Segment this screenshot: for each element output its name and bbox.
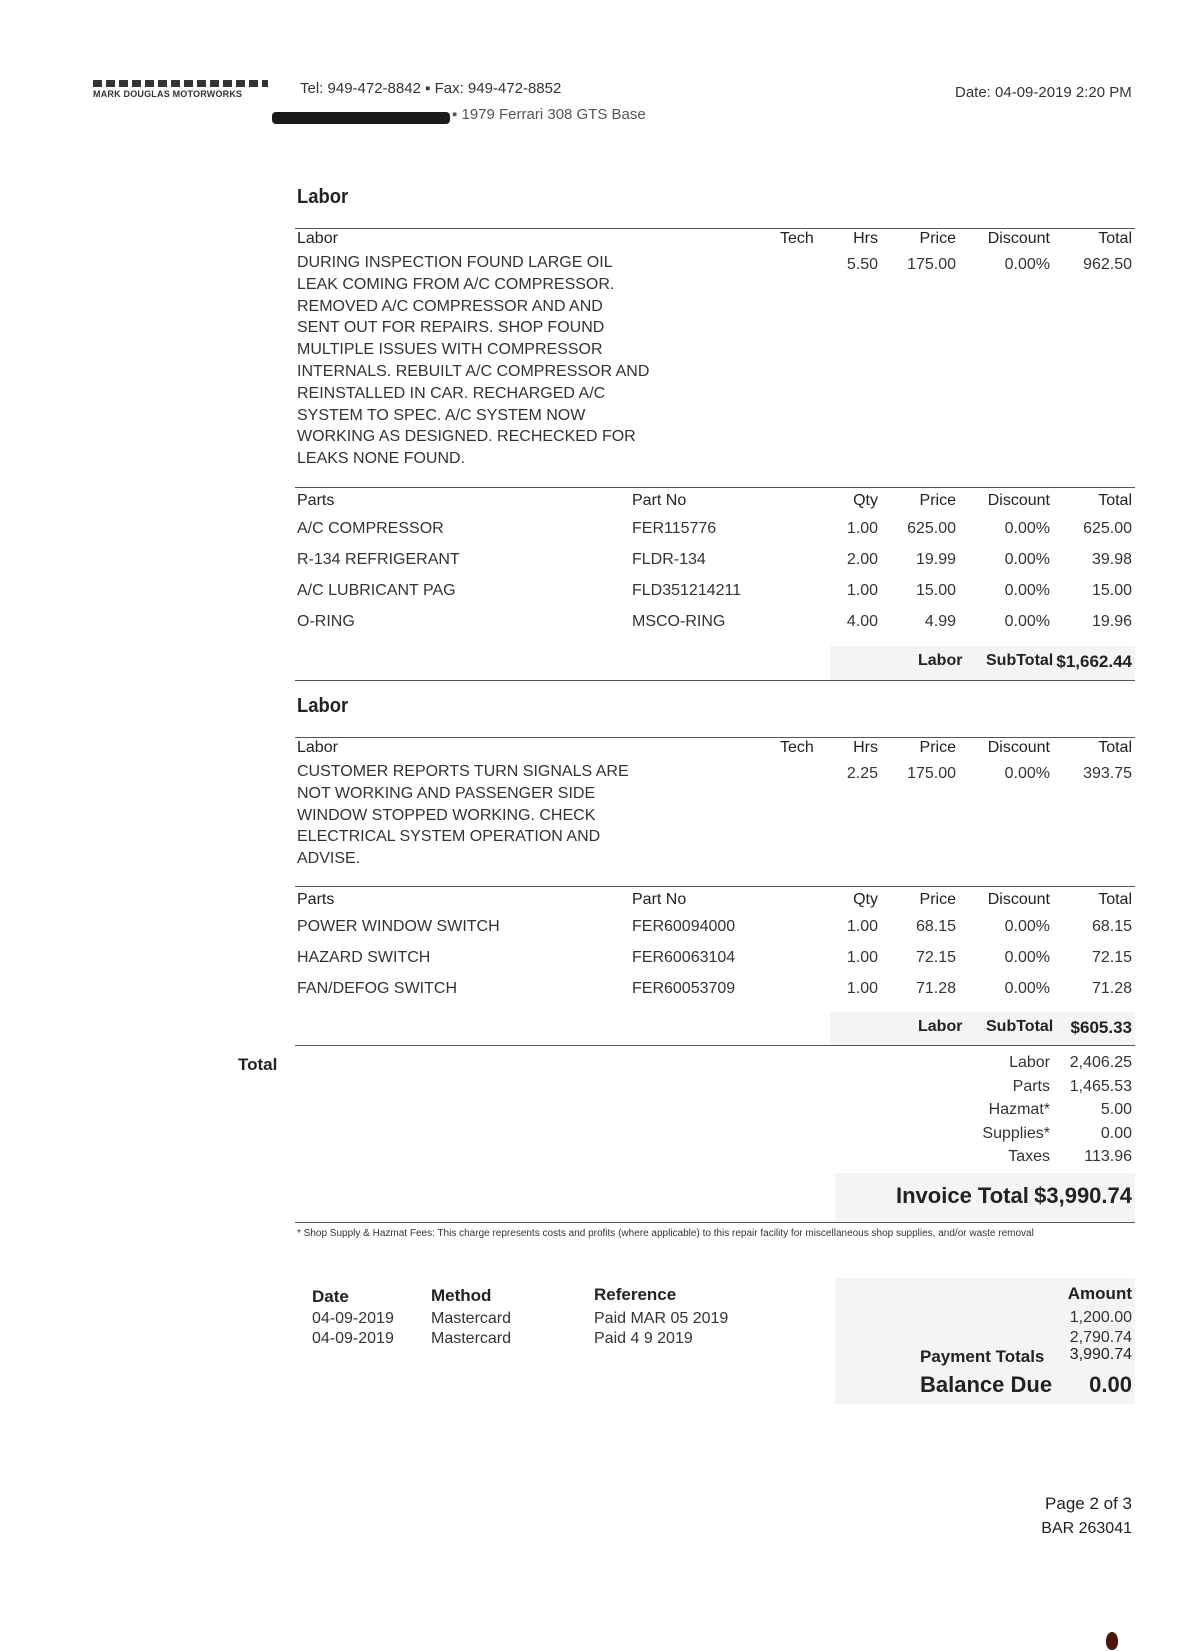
part-discount: 0.00% — [1004, 980, 1050, 997]
job1-subtotal-labor-label: Labor — [918, 652, 963, 669]
description-line: LEAK COMING FROM A/C COMPRESSOR. — [297, 275, 615, 293]
balance-due-value: 0.00 — [1089, 1372, 1132, 1397]
job2-parts-label: Parts — [297, 891, 335, 908]
part-name: A/C LUBRICANT PAG — [297, 582, 456, 599]
description-line: LEAKS NONE FOUND. — [297, 450, 466, 468]
job1-part-price-header: Price — [919, 492, 956, 509]
job2-hrs: 2.25 — [846, 765, 878, 782]
job2-rate: 175.00 — [907, 765, 956, 782]
description-line: WINDOW STOPPED WORKING. CHECK — [297, 806, 596, 824]
part-number: FER60063104 — [632, 949, 736, 966]
payment-reference-header: Reference — [594, 1285, 677, 1304]
description-line: ELECTRICAL SYSTEM OPERATION AND — [297, 828, 601, 846]
payment-totals-value: 3,990.74 — [1069, 1346, 1132, 1363]
logo-mark — [93, 80, 268, 87]
part-price: 4.99 — [924, 613, 956, 630]
part-number: FER115776 — [632, 520, 717, 537]
job2-price-header: Price — [919, 739, 956, 756]
part-qty: 2.00 — [846, 551, 878, 568]
job1-hrs-header: Hrs — [853, 230, 878, 247]
totals-heading: Total — [238, 1055, 278, 1074]
job1-tech-header: Tech — [780, 230, 814, 247]
job2-labor-label: Labor — [297, 739, 338, 756]
part-total: 71.28 — [1091, 980, 1132, 997]
part-price: 15.00 — [915, 582, 956, 599]
description-line: SENT OUT FOR REPAIRS. SHOP FOUND — [297, 319, 605, 337]
company-name: MARK DOUGLAS MOTORWORKS — [93, 89, 243, 99]
company-logo — [93, 80, 273, 99]
totals-row-value: 113.96 — [1084, 1148, 1132, 1165]
ink-spot — [1106, 1632, 1118, 1650]
job1-labor-discount: 0.00% — [1004, 256, 1050, 273]
part-price: 72.15 — [915, 949, 956, 966]
description-line: MULTIPLE ISSUES WITH COMPRESSOR — [297, 341, 603, 359]
payment-date: 04-09-2019 — [312, 1330, 394, 1347]
part-qty: 1.00 — [846, 582, 878, 599]
job1-description — [297, 252, 649, 470]
totals-row-label: Taxes — [1008, 1148, 1050, 1165]
job1-discount-header: Discount — [987, 230, 1050, 247]
bar-number: BAR 263041 — [1041, 1520, 1132, 1537]
vehicle-line: ▪ 1979 Ferrari 308 GTS Base — [452, 106, 646, 123]
part-number: FER60094000 — [632, 918, 736, 935]
job1-labor-total: 962.50 — [1083, 256, 1132, 273]
job1-subtotal-value: $1,662.44 — [1056, 652, 1132, 671]
job1-labor-label: Labor — [297, 230, 338, 247]
description-line: NOT WORKING AND PASSENGER SIDE — [297, 784, 596, 802]
payment-totals-label: Payment Totals — [920, 1347, 1045, 1366]
part-discount: 0.00% — [1004, 949, 1050, 966]
job1-part-total-header: Total — [1098, 492, 1132, 509]
payment-date: 04-09-2019 — [312, 1310, 394, 1327]
part-discount: 0.00% — [1004, 520, 1050, 537]
payment-reference: Paid 4 9 2019 — [594, 1330, 693, 1347]
job2-qty-header: Qty — [853, 891, 878, 908]
payment-method-header: Method — [431, 1286, 492, 1305]
job1-parts-label: Parts — [297, 492, 335, 509]
payment-date-header: Date — [312, 1287, 349, 1306]
part-total: 625.00 — [1083, 520, 1132, 537]
part-number: FLDR-134 — [632, 551, 706, 568]
part-discount: 0.00% — [1004, 918, 1050, 935]
job2-subtotal-label: SubTotal — [986, 1018, 1054, 1035]
job2-partno-header: Part No — [632, 891, 687, 908]
description-line: REMOVED A/C COMPRESSOR AND AND — [297, 297, 603, 315]
part-price: 625.00 — [907, 520, 956, 537]
job2-part-price-header: Price — [919, 891, 956, 908]
payment-amount: 1,200.00 — [1069, 1309, 1132, 1326]
part-name: O-RING — [297, 613, 355, 630]
totals-row-value: 0.00 — [1100, 1124, 1132, 1142]
job1-title: Labor — [297, 186, 349, 208]
totals-row-value: 2,406.25 — [1069, 1054, 1132, 1071]
fees-footnote: * Shop Supply & Hazmat Fees: This charge represents costs and profits (where applicable) to this repair facility for miscellaneous shop supplies, and/or waste removal — [297, 1228, 1034, 1239]
part-discount: 0.00% — [1004, 613, 1050, 630]
job1-partno-header: Part No — [632, 492, 687, 509]
description-line: CUSTOMER REPORTS TURN SIGNALS ARE — [297, 763, 629, 780]
part-number: FER60053709 — [632, 980, 736, 997]
job2-labor-discount: 0.00% — [1004, 765, 1050, 782]
job1-hrs: 5.50 — [846, 256, 878, 273]
redacted-customer — [272, 112, 450, 124]
job1-price-header: Price — [919, 230, 956, 247]
job2-part-total-header: Total — [1098, 891, 1132, 908]
totals-row-value: 5.00 — [1100, 1101, 1132, 1118]
job2-subtotal-labor-label: Labor — [918, 1018, 963, 1035]
invoice-total-value: $3,990.74 — [1034, 1183, 1132, 1208]
job2-title: Labor — [297, 695, 349, 717]
job2-tech-header: Tech — [780, 739, 814, 756]
totals-row-label: Labor — [1009, 1054, 1050, 1071]
part-name: POWER WINDOW SWITCH — [297, 918, 500, 935]
part-price: 19.99 — [915, 551, 956, 568]
job1-qty-header: Qty — [853, 492, 878, 509]
part-qty: 1.00 — [846, 980, 878, 997]
invoice-date: Date: 04-09-2019 2:20 PM — [955, 84, 1132, 101]
description-line: SYSTEM TO SPEC. A/C SYSTEM NOW — [297, 406, 586, 424]
part-total: 72.15 — [1091, 949, 1132, 966]
part-total: 19.96 — [1091, 613, 1132, 630]
payment-method: Mastercard — [431, 1310, 512, 1327]
part-qty: 1.00 — [846, 918, 878, 935]
job2-parts-rule — [295, 886, 1135, 887]
job1-bottom-rule — [295, 680, 1135, 681]
contact-line: Tel: 949-472-8842 ▪ Fax: 949-472-8852 — [300, 80, 562, 97]
description-line: DURING INSPECTION FOUND LARGE OIL — [297, 254, 613, 271]
part-name: R-134 REFRIGERANT — [297, 551, 460, 568]
part-price: 68.15 — [915, 918, 956, 935]
description-line: ADVISE. — [297, 850, 361, 868]
job1-total-header: Total — [1098, 230, 1132, 247]
description-line: WORKING AS DESIGNED. RECHECKED FOR — [297, 428, 636, 446]
part-name: HAZARD SWITCH — [297, 949, 431, 966]
totals-bottom-rule — [295, 1222, 1135, 1223]
part-number: FLD351214211 — [632, 582, 742, 599]
part-discount: 0.00% — [1004, 551, 1050, 568]
payment-amount: 2,790.74 — [1069, 1329, 1132, 1346]
totals-row-label: Parts — [1012, 1077, 1050, 1095]
totals-row-label: Supplies* — [982, 1124, 1050, 1142]
payment-reference: Paid MAR 05 2019 — [594, 1310, 729, 1327]
page-number: Page 2 of 3 — [1045, 1494, 1132, 1513]
job2-subtotal-value: $605.33 — [1070, 1018, 1132, 1037]
totals-row-value: 1,465.53 — [1069, 1077, 1132, 1095]
part-total: 39.98 — [1091, 551, 1132, 568]
payment-method: Mastercard — [431, 1330, 512, 1347]
payment-amount-header: Amount — [1067, 1284, 1132, 1303]
job2-hrs-header: Hrs — [853, 739, 878, 756]
part-name: A/C COMPRESSOR — [297, 520, 444, 537]
job1-subtotal-label: SubTotal — [986, 652, 1054, 669]
part-total: 68.15 — [1091, 918, 1132, 935]
part-qty: 4.00 — [846, 613, 878, 630]
job1-part-discount-header: Discount — [987, 492, 1050, 509]
job2-bottom-rule — [295, 1045, 1135, 1046]
job1-rate: 175.00 — [907, 256, 956, 273]
description-line: REINSTALLED IN CAR. RECHARGED A/C — [297, 384, 606, 402]
part-discount: 0.00% — [1004, 582, 1050, 599]
balance-due-label: Balance Due — [920, 1372, 1053, 1397]
totals-row-label: Hazmat* — [988, 1101, 1050, 1118]
job1-parts-rule — [295, 487, 1135, 488]
job2-discount-header: Discount — [987, 739, 1050, 756]
part-name: FAN/DEFOG SWITCH — [297, 980, 457, 997]
job1-top-rule — [295, 228, 1135, 229]
job2-part-discount-header: Discount — [987, 891, 1050, 908]
part-number: MSCO-RING — [632, 613, 726, 630]
job2-labor-total: 393.75 — [1083, 765, 1132, 782]
job2-top-rule — [295, 737, 1135, 738]
part-qty: 1.00 — [846, 520, 878, 537]
description-line: INTERNALS. REBUILT A/C COMPRESSOR AND — [297, 362, 650, 380]
invoice-total-label: Invoice Total — [896, 1183, 1029, 1208]
job2-description — [297, 761, 629, 870]
part-qty: 1.00 — [846, 949, 878, 966]
part-total: 15.00 — [1091, 582, 1132, 599]
job2-total-header: Total — [1098, 739, 1132, 756]
part-price: 71.28 — [915, 980, 956, 997]
